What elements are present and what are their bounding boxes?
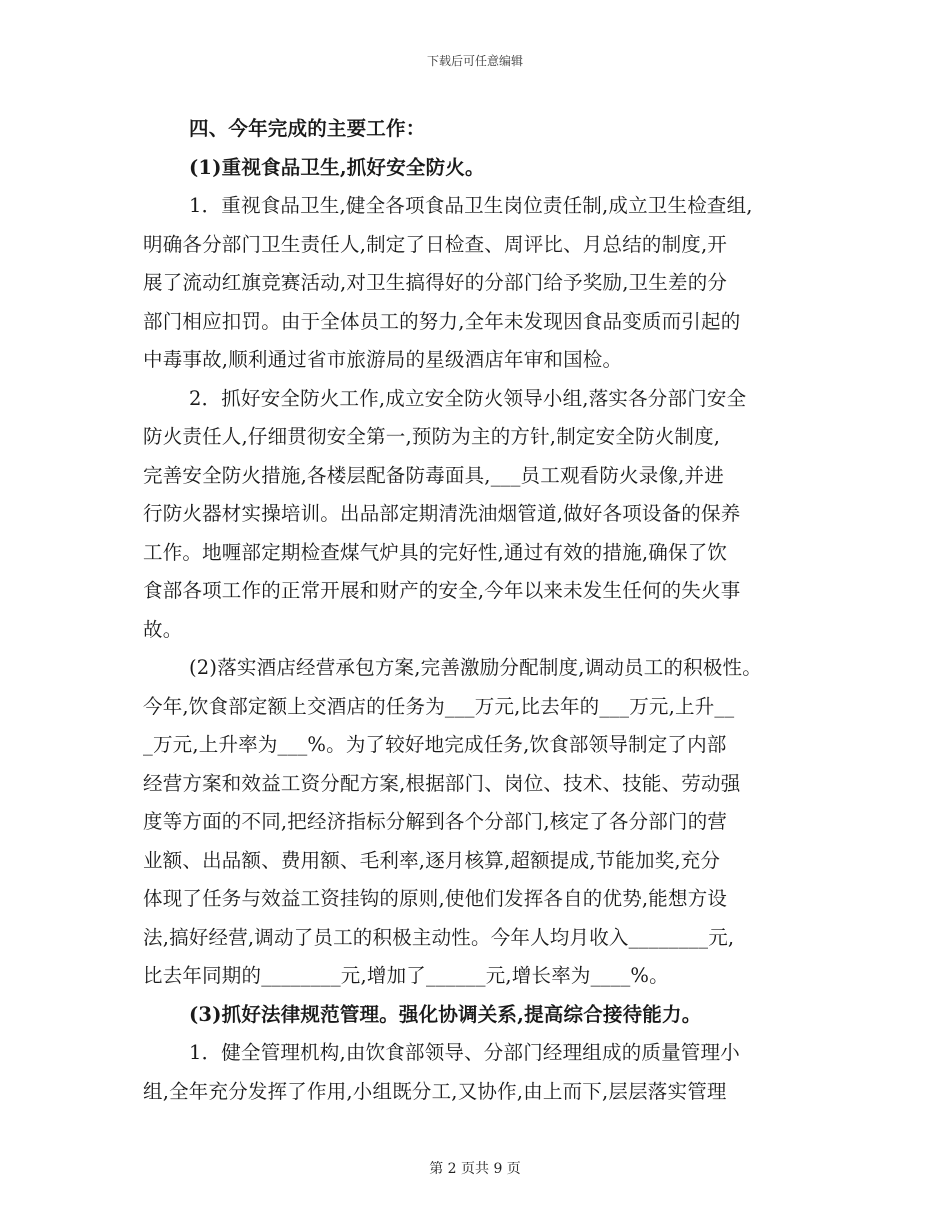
body-text-line: 比去年同期的________元,增加了______元,增长率为____%。 (143, 964, 669, 987)
body-text-line: 明确各分部门卫生责任人,制定了日检查、周评比、月总结的制度,开 (143, 232, 728, 256)
body-text-line: 防火责任人,仔细贯彻安全第一,预防为主的方针,制定安全防火制度, (143, 425, 721, 448)
body-text-line: 食部各项工作的正常开展和财产的安全,今年以来未发生任何的失火事 (143, 579, 741, 602)
body-text-line: 经营方案和效益工资分配方案,根据部门、岗位、技术、技能、劳动强 (143, 771, 741, 795)
section-heading-line: 四、今年完成的主要工作： (189, 117, 426, 140)
body-text-line: 1．健全管理机构,由饮食部领导、分部门经理组成的质量管理小 (189, 1041, 740, 1064)
body-text-line: 展了流动红旗竞赛活动,对卫生搞得好的分部门给予奖励,卫生差的分 (143, 271, 728, 294)
body-text-line: _万元,上升率为___%。为了较好地完成任务,饮食部领导制定了内部 (143, 733, 727, 756)
body-text-line: 今年,饮食部定额上交酒店的任务为___万元,比去年的___万元,上升__ (143, 694, 735, 718)
body-text-line: 完善安全防火措施,各楼层配备防毒面具,___员工观看防火录像,并进 (143, 463, 724, 487)
body-text-line: 行防火器材实操培训。出品部定期清洗油烟管道,做好各项设备的保养 (143, 502, 741, 525)
body-text-line: 体现了任务与效益工资挂钩的原则,使他们发挥各自的优势,能想方设 (143, 887, 728, 910)
body-text-line: 业额、出品额、费用额、毛利率,逐月核算,超额提成,节能加奖,充分 (143, 848, 721, 872)
body-text-line: (2)落实酒店经营承包方案,完善激励分配制度,调动员工的积极性。 (189, 656, 762, 679)
page-header-note: 下载后可任意编辑 (426, 54, 523, 68)
body-text-line: 故。 (143, 617, 183, 641)
body-text-line: 1．重视食品卫生,健全各项食品卫生岗位责任制,成立卫生检查组, (189, 194, 753, 217)
section-heading-line: (3)抓好法律规范管理。强化协调关系,提高综合接待能力。 (189, 1002, 702, 1026)
section-heading-line: (1)重视食品卫生,抓好安全防火。 (189, 155, 485, 179)
body-text-line: 法,搞好经营,调动了员工的积极主动性。今年人均月收入________元, (143, 925, 735, 949)
body-text-line: 工作。地喱部定期检查煤气炉具的完好性,通过有效的措施,确保了饮 (143, 540, 728, 564)
page-number: 第 2 页共 9 页 (429, 1161, 521, 1177)
body-text-line: 2．抓好安全防火工作,成立安全防火领导小组,落实各分部门安全 (189, 386, 747, 410)
body-text-line: 中毒事故,顺利通过省市旅游局的星级酒店年审和国检。 (143, 348, 623, 371)
body-text-line: 度等方面的不同,把经济指标分解到各个分部门,核定了各分部门的营 (143, 810, 728, 833)
body-text-line: 部门相应扣罚。由于全体员工的努力,全年未发现因食品变质而引起的 (143, 309, 741, 333)
document-body (143, 110, 833, 1111)
body-text-line: 组,全年充分发挥了作用,小组既分工,又协作,由上而下,层层落实管理 (143, 1079, 727, 1103)
